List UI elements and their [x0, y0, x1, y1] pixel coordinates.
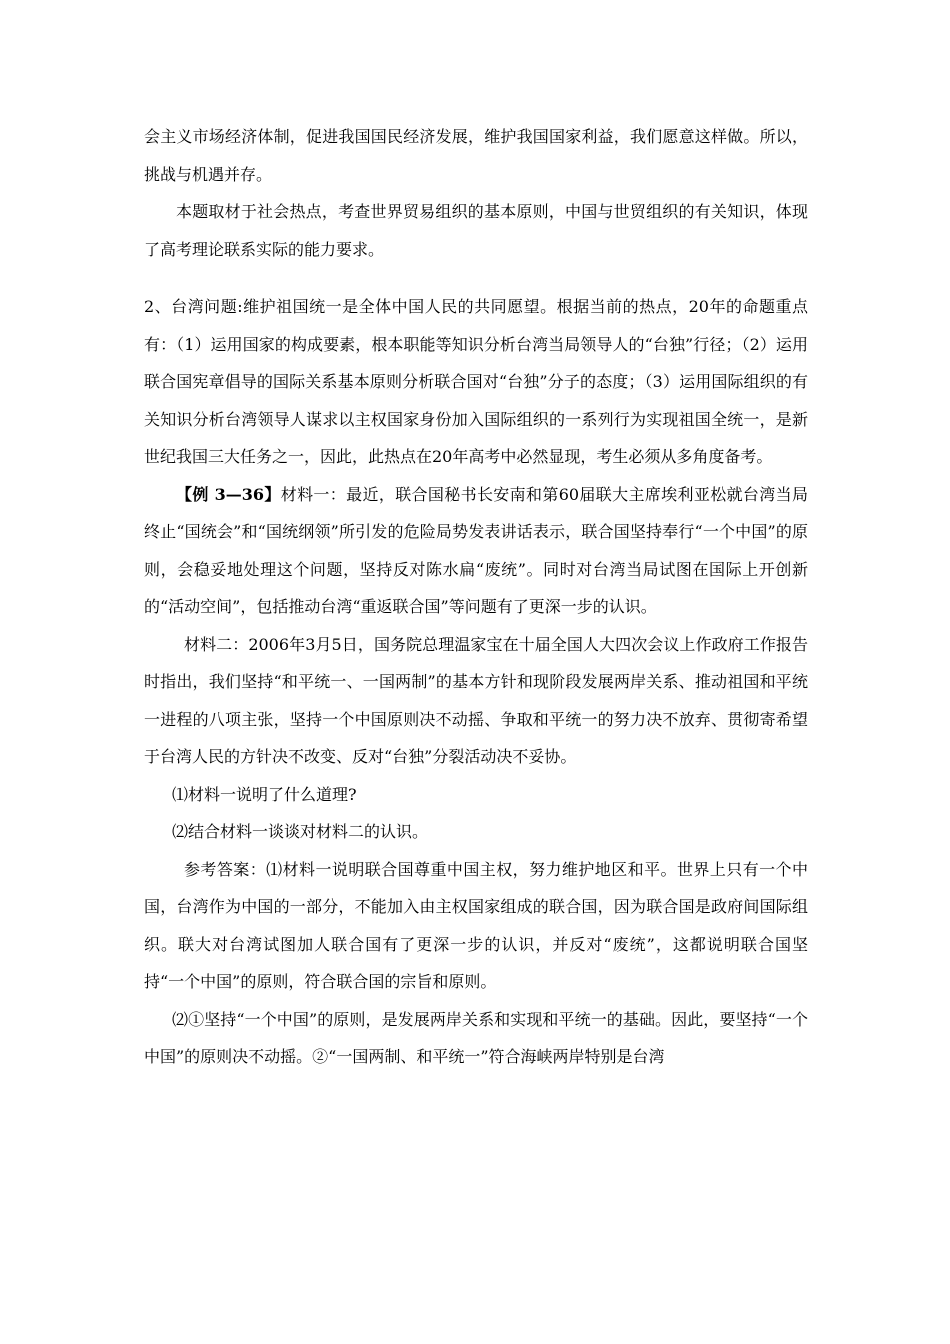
- paragraph-gap: [144, 268, 808, 288]
- paragraph-topic-analysis: 本题取材于社会热点，考查世界贸易组织的基本原则，中国与世贸组织的有关知识，体现了高考理论联系实际的能力要求。: [144, 202, 808, 259]
- paragraph-material-two: 材料二：2006年3月5日，国务院总理温家宝在十届全国人大四次会议上作政府工作报告时指出，我们坚持“和平统一、一国两制”的基本方针和现阶段发展两岸关系、推动祖国和平统一进程的八项主张，坚持一个中国原则决不动摇、争取和平统一的努力决不放弃、贯彻寄希望于台湾人民的方针决不改变、反对“台独”分裂活动决不妥协。: [144, 634, 808, 766]
- reference-answer-one: 参考答案：⑴材料一说明联合国尊重中国主权，努力维护地区和平。世界上只有一个中国，台湾作为中国的一部分，不能加入由主权国家组成的联合国，因为联合国是政府间国际组织。联大对台湾试图加人联合国有了更深一步的认识，并反对“废统”，这都说明联合国坚持“一个中国”的原则，符合联合国的宗旨和原则。: [144, 859, 808, 991]
- question-two: ⑵结合材料一谈谈对材料二的认识。: [172, 822, 429, 841]
- question-one: ⑴材料一说明了什么道理?: [172, 784, 357, 804]
- paragraph-market-economy: 会主义市场经济体制，促进我国国民经济发展，维护我国国家利益，我们愿意这样做。所以，挑战与机遇并存。: [144, 127, 808, 184]
- document-page: [144, 118, 808, 1076]
- material-one-text: 材料一：最近，联合国秘书长安南和第60届联大主席埃利亚松就台湾当局终止“国统会”和“国统纲领”所引发的危险局势发表讲话表示，联合国坚持奉行“一个中国”的原则，会稳妥地处理这个问题，坚持反对陈水扁“废统”。同时对台湾当局试图在国际上开创新的“活动空间”，包括推动台湾“重返联合国”等问题有了更深一步的认识。: [144, 484, 808, 616]
- example-label: 【例 3—36】: [176, 484, 281, 504]
- reference-answer-two: ⑵①坚持“一个中国”的原则，是发展两岸关系和实现和平统一的基础。因此，要坚持“一个中国”的原则决不动摇。②“一国两制、和平统一”符合海峡两岸特别是台湾: [144, 1009, 808, 1066]
- paragraph-taiwan-issue: 2、台湾问题:维护祖国统一是全体中国人民的共同愿望。根据当前的热点，20年的命题重点有：（1）运用国家的构成要素，根本职能等知识分析台湾当局领导人的“台独”行径；（2）运用联合国宪章倡导的国际关系基本原则分析联合国对“台独”分子的态度；（3）运用国际组织的有关知识分析台湾领导人谋求以主权国家身份加入国际组织的一系列行为实现祖国全统一，是新世纪我国三大任务之一，因此，此热点在20年高考中必然显现，考生必须从多角度备考。: [144, 297, 808, 466]
- paragraph-example-material-one: [144, 476, 808, 626]
